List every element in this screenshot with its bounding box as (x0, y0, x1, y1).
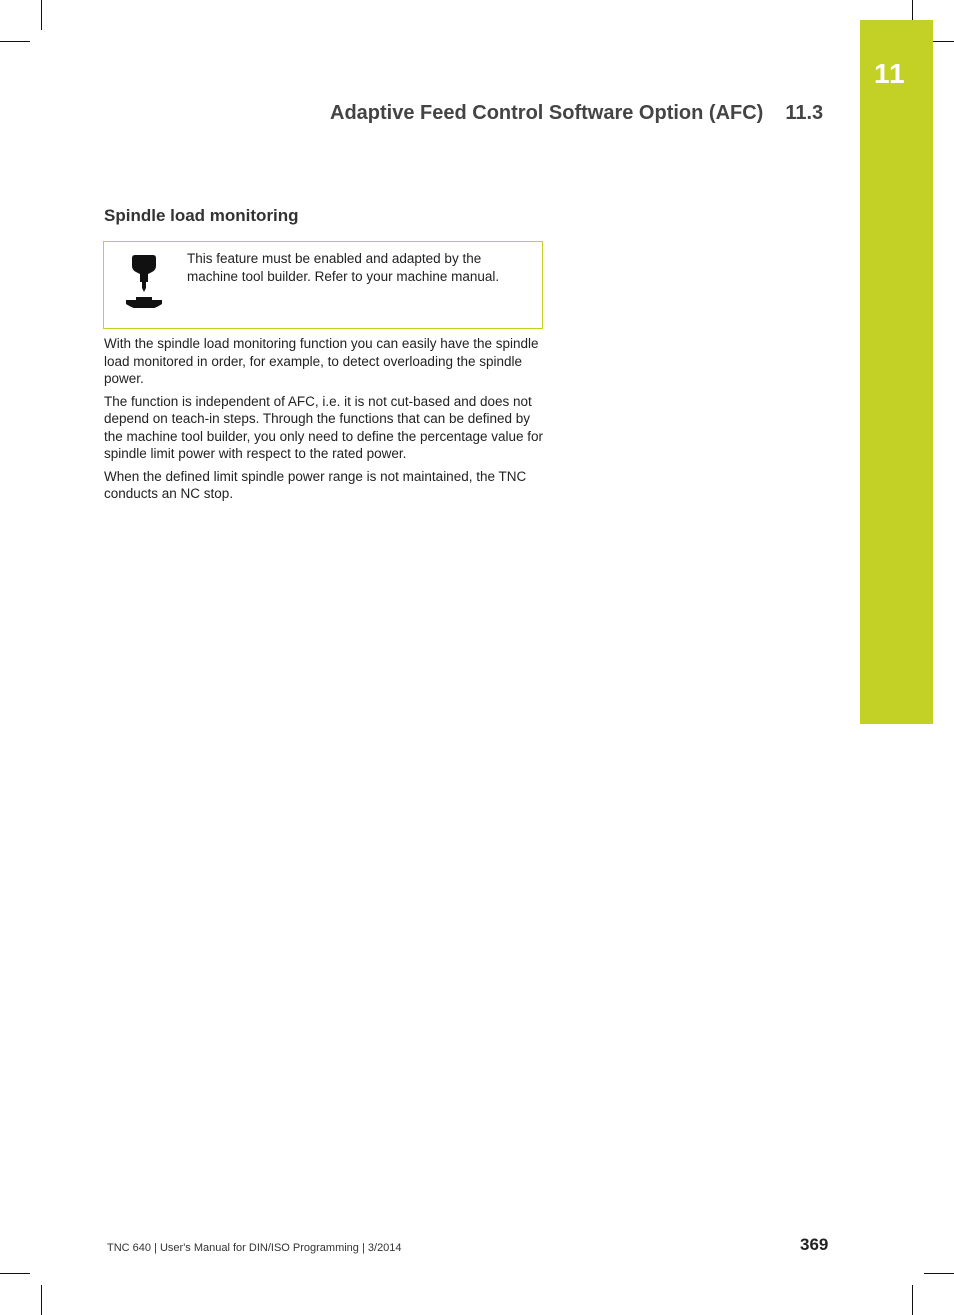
paragraph: When the defined limit spindle power range is not maintained, the TNC conducts an NC stop. (104, 468, 527, 501)
body-text (104, 335, 544, 508)
crop-mark (912, 1285, 913, 1315)
paragraph: With the spindle load monitoring function you can easily have the spindle load monitored in order, for example, to detect overloading the spindle power. (104, 336, 539, 386)
running-head (330, 102, 823, 125)
machine-manual-icon (122, 252, 166, 308)
note-box (103, 241, 543, 329)
crop-mark (0, 41, 30, 42)
footer-text: TNC 640 | User's Manual for DIN/ISO Programming | 3/2014 (107, 1242, 402, 1254)
page-number: 369 (800, 1235, 829, 1254)
crop-mark (924, 1273, 954, 1274)
chapter-number: 11 (874, 58, 906, 89)
crop-mark (0, 1273, 30, 1274)
running-head-title: Adaptive Feed Control Software Option (AFC) (330, 102, 764, 124)
note-text: This feature must be enabled and adapted by the machine tool builder. Refer to your machine manual. (187, 251, 500, 284)
section-number: 11.3 (785, 102, 824, 124)
section-heading: Spindle load monitoring (104, 206, 299, 225)
crop-mark (41, 0, 42, 30)
paragraph: The function is independent of AFC, i.e. it is not cut-based and does not depend on teach-in steps. Through the functions that can be defined by the machine tool builder, you only need to define the percentage value for spindle limit power with respect to the rated power. (104, 393, 544, 461)
crop-mark (41, 1285, 42, 1315)
chapter-tab (860, 20, 933, 724)
